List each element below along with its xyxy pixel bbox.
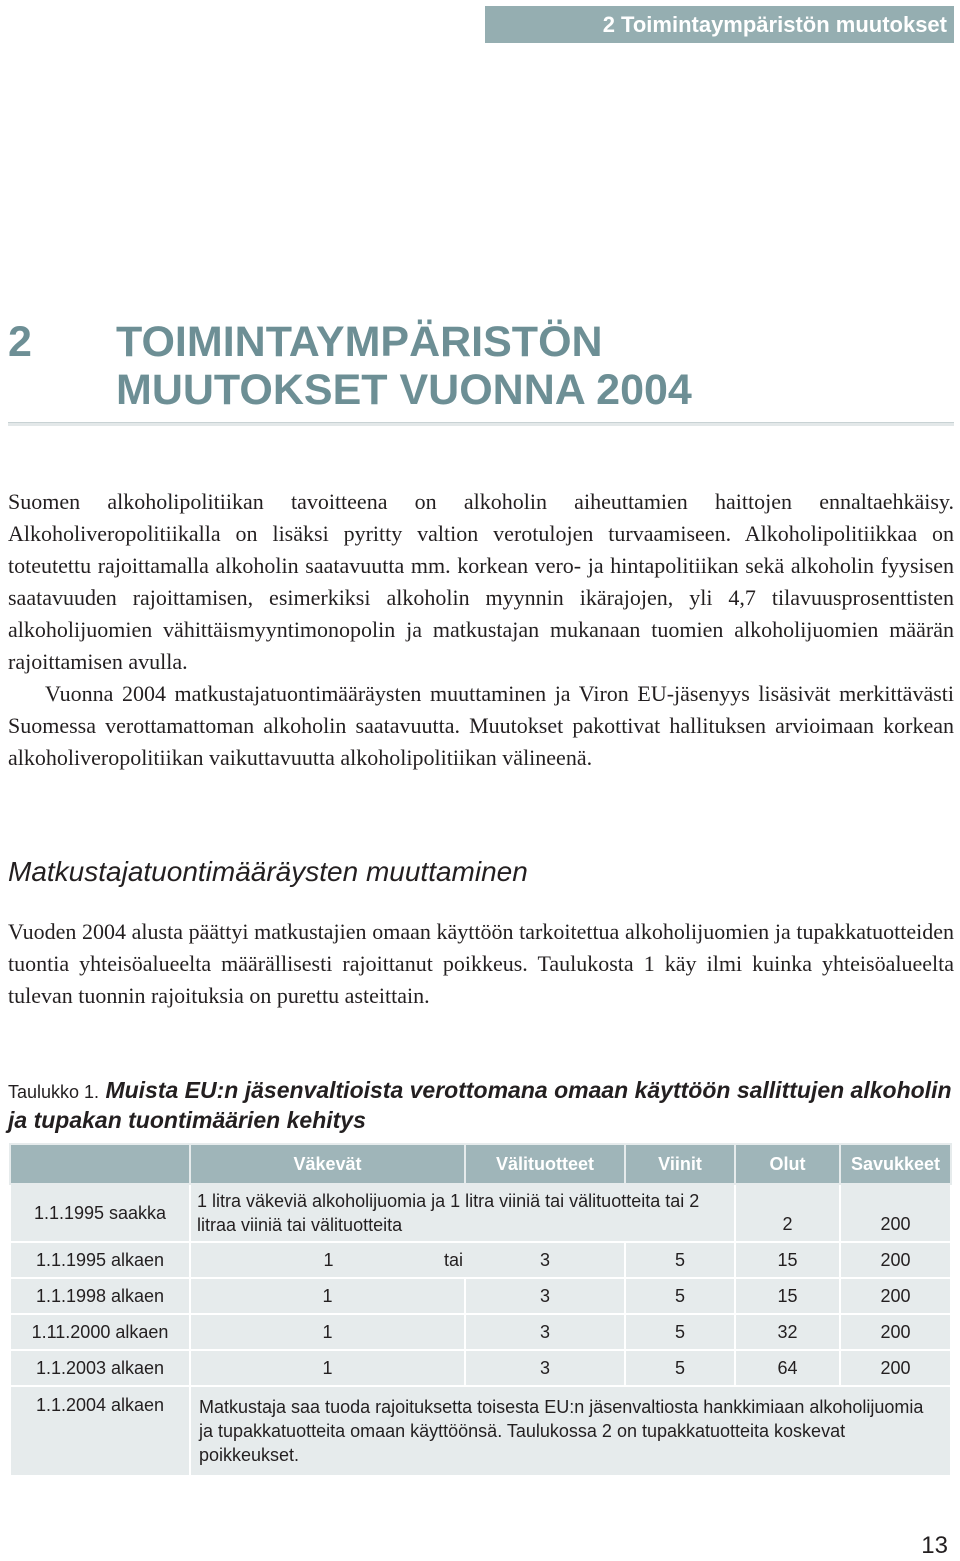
table-cell-savukkeet: 200 [840, 1242, 951, 1278]
table-cell-period: 1.1.2003 alkaen [10, 1350, 190, 1386]
table-cell-olut: 32 [735, 1314, 840, 1350]
table-cell-vakevat: 1 [190, 1350, 465, 1386]
page-number: 13 [921, 1532, 948, 1559]
table-cell-olut: 15 [735, 1242, 840, 1278]
table-cell-valituotteet: 3 [465, 1314, 625, 1350]
table-cell-olut: 15 [735, 1278, 840, 1314]
table-cell-period: 1.11.2000 alkaen [10, 1314, 190, 1350]
title-rule [8, 422, 954, 426]
table-cell-vakevat: 1 tai [323, 1249, 464, 1270]
chapter-title-line-2: MUUTOKSET VUONNA 2004 [116, 366, 692, 414]
table-caption [8, 1076, 954, 1134]
table-cell-viinit: 5 [625, 1350, 735, 1386]
table-cell-period: 1.1.2004 alkaen [10, 1386, 190, 1476]
table-cell-vakevat-valituotteet [190, 1242, 625, 1278]
table-cell-valituotteet: 3 [465, 1350, 625, 1386]
table-row [10, 1386, 951, 1476]
table-row [10, 1350, 951, 1386]
table-caption-text: Muista EU:n jäsenvaltioista verottomana omaan käyttöön sallittujen alkoholin ja tupakan tuontimäärien kehitys [8, 1077, 952, 1133]
table-header-valituotteet: Välituotteet [465, 1144, 625, 1184]
intro-paragraph-2: Vuonna 2004 matkustajatuontimääräysten muuttaminen ja Viron EU-jäsenyys lisäsivät merkittävästi Suomessa verottamattoman alkoholin saatavuutta. Muutokset pakottivat hallituksen arvioimaan korkean alkoholiveropolitiikan vaikuttavuutta alkoholipolitiikan välineenä. [8, 681, 954, 770]
running-header: 2 Toimintaympäristön muutokset [485, 6, 954, 43]
table-cell-note: Matkustaja saa tuoda rajoituksetta toisesta EU:n jäsenvaltiosta hankkimiaan alkoholijuomia ja tupakkatuotteita omaan käyttöönsä. Taulukossa 2 on tupakkatuotteita koskevat poikkeukset. [190, 1386, 951, 1476]
table-cell-vakevat: 1 [190, 1278, 465, 1314]
table-cell-valituotteet: 3 [539, 1249, 550, 1270]
table-cell-savukkeet: 200 [840, 1184, 951, 1242]
table-row [10, 1184, 951, 1242]
table-header-row [10, 1144, 951, 1184]
table-cell-viinit: 5 [625, 1314, 735, 1350]
table-row [10, 1242, 951, 1278]
table-cell-vakevat: 1 [190, 1314, 465, 1350]
table-cell-savukkeet: 200 [840, 1278, 951, 1314]
table-header-period [10, 1144, 190, 1184]
table-header-vakevat: Väkevät [190, 1144, 465, 1184]
table-cell-or: tai [444, 1249, 464, 1270]
table-cell-period: 1.1.1995 saakka [10, 1184, 190, 1242]
table-cell-savukkeet: 200 [840, 1350, 951, 1386]
table-cell-valituotteet: 3 [465, 1278, 625, 1314]
table-cell-savukkeet: 200 [840, 1314, 951, 1350]
chapter-number: 2 [8, 318, 32, 366]
import-limits-table [9, 1143, 952, 1477]
table-header-savukkeet: Savukkeet [840, 1144, 951, 1184]
table-cell-viinit: 5 [625, 1242, 735, 1278]
table-cell-period: 1.1.1995 alkaen [10, 1242, 190, 1278]
intro-paragraph-1: Suomen alkoholipolitiikan tavoitteena on alkoholin aiheuttamien haittojen ennaltaehkäisy. Alkoholiveropolitiikalla on lisäksi pyritty valtion verotulojen turvaamiseen. Alkoholipolitiikkaa on toteutettu rajoittamalla alkoholin saatavuutta mm. korkean vero- ja hintapolitiikan sekä alkoholin fyysisen saatavuuden rajoittamisen, esimerkiksi alkoholin myynnin ikärajojen, yli 4,7 tilavuusprosenttisten alkoholijuomien vähittäismyyntimonopolin ja matkustajan mukanaan tuomien alkoholijuomien määrän rajoittamisen avulla. [8, 489, 954, 674]
table-cell-viinit: 5 [625, 1278, 735, 1314]
table-cell-olut: 2 [735, 1184, 840, 1242]
table-caption-label: Taulukko 1. [8, 1082, 100, 1102]
table-header-olut: Olut [735, 1144, 840, 1184]
table-cell-note: 1 litra väkeviä alkoholijuomia ja 1 litra viiniä tai välituotteita tai 2 litraa viiniä tai välituotteita [190, 1184, 735, 1242]
intro-text [8, 486, 954, 774]
table-cell-olut: 64 [735, 1350, 840, 1386]
table-row [10, 1314, 951, 1350]
section-paragraph-1: Vuoden 2004 alusta päättyi matkustajien omaan käyttöön tarkoitettua alkoholijuomien ja tupakkatuotteiden tuontia yhteisöalueelta määrällisesti rajoittanut poikkeus. Taulukosta 1 käy ilmi kuinka yhteisöalueelta tulevan tuonnin rajoituksia on purettu asteittain. [8, 919, 954, 1008]
table-row [10, 1278, 951, 1314]
section-heading: Matkustajatuontimääräysten muuttaminen [8, 856, 528, 887]
table-header-viinit: Viinit [625, 1144, 735, 1184]
chapter-title-line-1: TOIMINTAYMPÄRISTÖN [116, 318, 603, 366]
table-cell-period: 1.1.1998 alkaen [10, 1278, 190, 1314]
section-text [8, 916, 954, 1012]
